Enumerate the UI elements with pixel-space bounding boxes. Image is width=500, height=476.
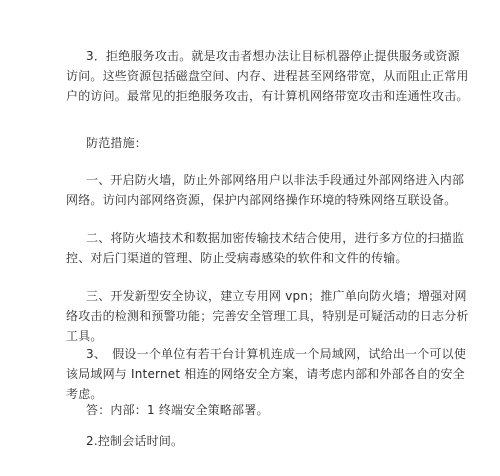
paragraph-question-three: 3、 假设一个单位有若干台计算机连成一个局域网，试给出一个可以使该局域网与 Internet 相连的网络安全方案，请考虑内部和外部各自的安全考虑。 xyxy=(66,347,467,401)
paragraph-measure-one: 一、开启防火墙，防止外部网络用户以非法手段通过外部网络进入内部网络。访问内部网络资源，保护内部网络操作环境的特殊网络互联设备。 xyxy=(66,173,465,207)
paragraph-measure-two: 二、将防火墙技术和数据加密传输技术结合使用，进行多方位的扫描监控、对后门渠道的管理、防止受病毒感染的软件和文件的传输。 xyxy=(66,231,465,265)
paragraph-defense-heading: 防范措施： xyxy=(86,136,148,150)
paragraph-dos-attack: 3．拒绝服务攻击。就是攻击者想办法让目标机器停止提供服务或资源访问。这些资源包括磁盘空间、内存、进程甚至网络带宽，从而阻止正常用户的访问。最常见的拒绝服务攻击，有计算机网络带宽攻击和连通性攻击。 xyxy=(66,49,469,103)
paragraph-session-control: 2.控制会话时间。 xyxy=(86,434,184,448)
paragraph-answer-internal: 答：内部：1 终端安全策略部署。 xyxy=(86,403,269,417)
paragraph-measure-three: 三、开发新型安全协议，建立专用网 vpn；推广单向防火墙；增强对网络攻击的检测和预警功能；完善安全管理工具，特别是可疑活动的日志分析工具。 xyxy=(66,289,469,343)
